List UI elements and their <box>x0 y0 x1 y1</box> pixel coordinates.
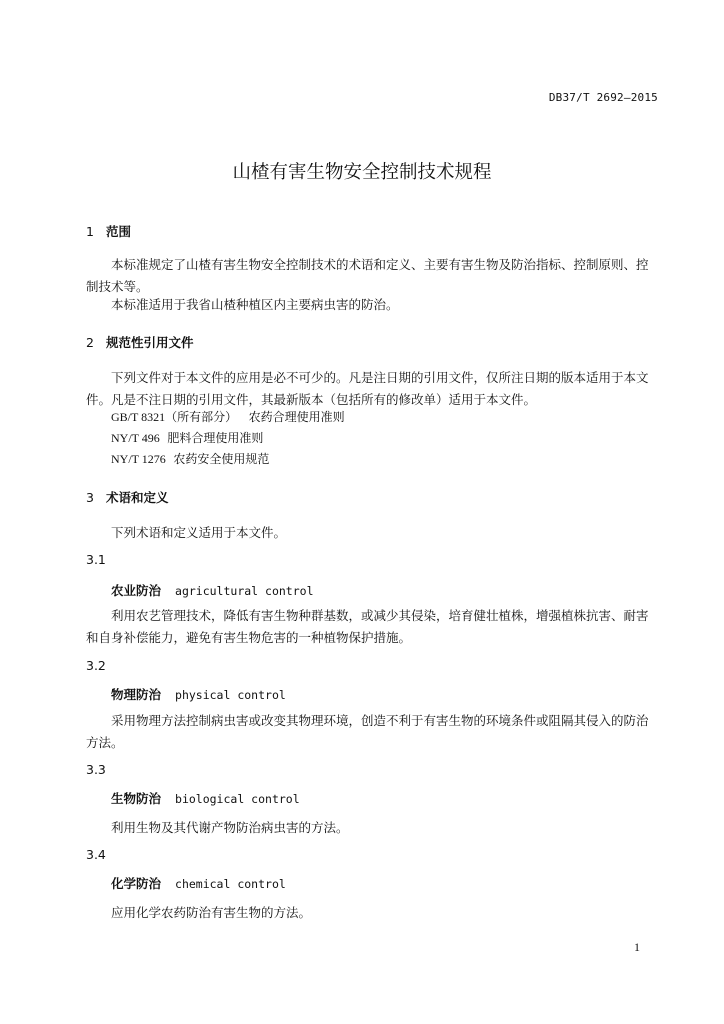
section-1-heading <box>86 222 131 240</box>
reference-name: 农药合理使用准则 <box>248 410 345 424</box>
term-definition: 采用物理方法控制病虫害或改变其物理环境，创造不利于有害生物的环境条件或阻隔其侵入的防治方法。 <box>86 713 649 750</box>
section-title: 范围 <box>106 224 132 239</box>
section-title: 规范性引用文件 <box>106 335 194 350</box>
term-english: agricultural control <box>175 584 314 598</box>
section-title: 术语和定义 <box>106 490 169 505</box>
section-1-paragraph-1: 本标准规定了山楂有害生物安全控制技术的术语和定义、主要有害生物及防治指标、控制原则、控制技术等。 <box>86 257 649 294</box>
term-definition: 利用农艺管理技术，降低有害生物种群基数，或减少其侵染，培育健壮植株，增强植株抗害、耐害和自身补偿能力，避免有害生物危害的一种植物保护措施。 <box>86 608 649 645</box>
reference-item <box>111 429 263 446</box>
term-chinese: 农业防治 <box>111 583 162 598</box>
section-1-paragraph-2: 本标准适用于我省山楂种植区内主要病虫害的防治。 <box>111 297 399 312</box>
term-definition: 利用生物及其代谢产物防治病虫害的方法。 <box>111 820 349 835</box>
standard-number: DB37/T 2692—2015 <box>548 91 658 104</box>
section-number: 2 <box>86 335 94 350</box>
term-heading <box>111 581 314 599</box>
subsection-number: 3.2 <box>86 658 106 673</box>
reference-item <box>111 408 345 425</box>
section-3-heading <box>86 488 169 506</box>
reference-code: GB/T 8321（所有部分） <box>111 410 238 424</box>
subsection-number: 3.3 <box>86 762 106 777</box>
reference-item <box>111 450 269 467</box>
term-heading <box>111 789 300 807</box>
section-number: 1 <box>86 224 94 239</box>
reference-code: NY/T 496 <box>111 431 160 445</box>
reference-name: 肥料合理使用准则 <box>167 431 264 445</box>
section-3-intro: 下列术语和定义适用于本文件。 <box>111 525 287 540</box>
term-heading <box>111 685 286 703</box>
term-chinese: 生物防治 <box>111 791 162 806</box>
section-number: 3 <box>86 490 94 505</box>
term-english: physical control <box>175 688 286 702</box>
document-title: 山楂有害生物安全控制技术规程 <box>232 162 492 183</box>
term-chinese: 化学防治 <box>111 876 162 891</box>
term-heading <box>111 874 286 892</box>
subsection-number: 3.4 <box>86 847 106 862</box>
subsection-number: 3.1 <box>86 552 106 567</box>
term-chinese: 物理防治 <box>111 687 162 702</box>
term-english: chemical control <box>175 877 286 891</box>
section-2-paragraph-1: 下列文件对于本文件的应用是必不可少的。凡是注日期的引用文件，仅所注日期的版本适用于本文件。凡是不注日期的引用文件，其最新版本（包括所有的修改单）适用于本文件。 <box>86 370 649 407</box>
reference-name: 农药安全使用规范 <box>173 452 270 466</box>
page-number: 1 <box>634 940 640 954</box>
term-english: biological control <box>175 792 300 806</box>
term-definition: 应用化学农药防治有害生物的方法。 <box>111 905 312 920</box>
section-2-heading <box>86 333 194 351</box>
reference-code: NY/T 1276 <box>111 452 166 466</box>
